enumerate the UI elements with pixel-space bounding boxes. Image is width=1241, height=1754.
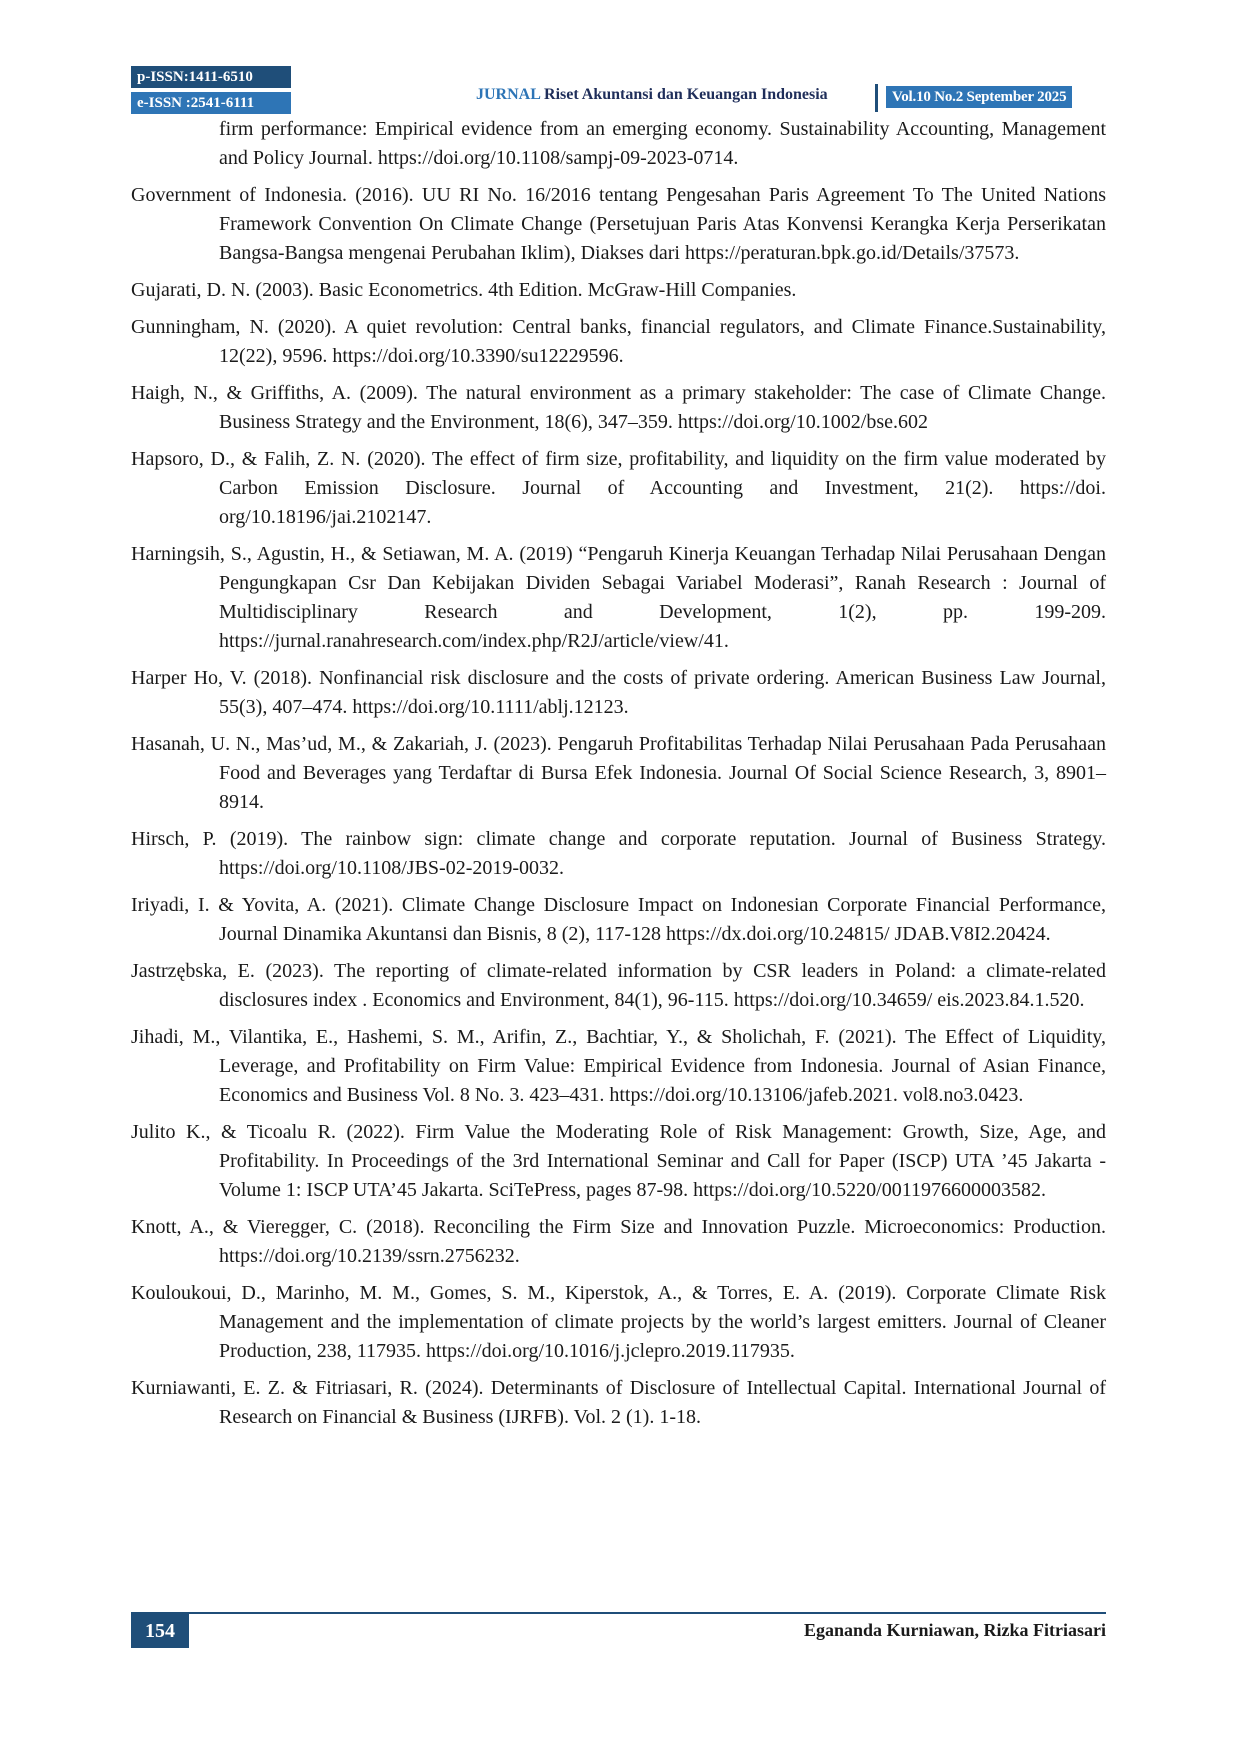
journal-title [476, 86, 828, 104]
reference-entry: Knott, A., & Vieregger, C. (2018). Reconciling the Firm Size and Innovation Puzzle. Microeconomics: Production. https://doi.org/10.2139/ssrn.2756232. [131, 1216, 1106, 1267]
reference-entry: Hasanah, U. N., Mas’ud, M., & Zakariah, J. (2023). Pengaruh Profitabilitas Terhadap Nilai Perusahaan Pada Perusahaan Food and Beverages yang Terdaftar di Bursa Efek Indonesia. Journal Of Social Science Research, 3, 8901–8914. [131, 733, 1106, 813]
reference-entry: Hirsch, P. (2019). The rainbow sign: climate change and corporate reputation. Journal of Business Strategy. https://doi.org/10.1108/JBS-02-2019-0032. [131, 828, 1106, 879]
reference-entry: Gunningham, N. (2020). A quiet revolution: Central banks, financial regulators, and Climate Finance.Sustainability, 12(22), 9596. https://doi.org/10.3390/su12229596. [131, 316, 1106, 367]
reference-entry: Gujarati, D. N. (2003). Basic Econometrics. 4th Edition. McGraw-Hill Companies. [131, 279, 797, 301]
reference-entry: Iriyadi, I. & Yovita, A. (2021). Climate Change Disclosure Impact on Indonesian Corporate Financial Performance, Journal Dinamika Akuntansi dan Bisnis, 8 (2), 117-128 https://dx.doi.org/10.24815/ JDAB.V8I2.20424. [131, 894, 1106, 945]
journal-prefix: JURNAL [476, 86, 541, 103]
reference-entry: Harper Ho, V. (2018). Nonfinancial risk disclosure and the costs of private ordering. American Business Law Journal, 55(3), 407–474. https://doi.org/10.1111/ablj.12123. [131, 667, 1106, 718]
volume-badge: Vol.10 No.2 September 2025 [886, 86, 1072, 108]
journal-name: Riset Akuntansi dan Keuangan Indonesia [540, 86, 828, 103]
footer-authors: Egananda Kurniawan, Rizka Fitriasari [803, 1620, 1106, 1640]
footer-rule [131, 1612, 1106, 1614]
p-issn-badge: p-ISSN:1411-6510 [131, 66, 291, 88]
reference-list [131, 115, 1106, 1440]
reference-entry: Kurniawanti, E. Z. & Fitriasari, R. (2024). Determinants of Disclosure of Intellectual Capital. International Journal of Research on Financial & Business (IJRFB). Vol. 2 (1). 1-18. [131, 1377, 1106, 1428]
reference-entry: Hapsoro, D., & Falih, Z. N. (2020). The effect of firm size, profitability, and liquidity on the firm value moderated by Carbon Emission Disclosure. Journal of Accounting and Investment, 21(2). https://doi. org/10.18196/jai.2102147. [131, 448, 1106, 528]
header-divider [875, 84, 878, 112]
reference-entry: Kouloukoui, D., Marinho, M. M., Gomes, S. M., Kiperstok, A., & Torres, E. A. (2019). Corporate Climate Risk Management and the implementation of climate projects by the world’s largest emitters. Journal of Cleaner Production, 238, 117935. https://doi.org/10.1016/j.jclepro.2019.117935. [131, 1282, 1106, 1362]
reference-entry: firm performance: Empirical evidence from an emerging economy. Sustainability Accounting, Management and Policy Journal. https://doi.org/10.1108/sampj-09-2023-0714. [219, 118, 1106, 169]
page-number: 154 [131, 1614, 189, 1648]
reference-entry: Harningsih, S., Agustin, H., & Setiawan, M. A. (2019) “Pengaruh Kinerja Keuangan Terhadap Nilai Perusahaan Dengan Pengungkapan Csr Dan Kebijakan Dividen Sebagai Variabel Moderasi”, Ranah Research : Journal of Multidisciplinary Research and Development, 1(2), pp. 199-209. https://jurnal.ranahresearch.com/index.php/R2J/article/view/41. [131, 543, 1106, 652]
e-issn-badge: e-ISSN :2541-6111 [131, 92, 291, 114]
reference-entry: Government of Indonesia. (2016). UU RI No. 16/2016 tentang Pengesahan Paris Agreement To The United Nations Framework Convention On Climate Change (Persetujuan Paris Atas Konvensi Kerangka Kerja Perserikatan Bangsa-Bangsa mengenai Perubahan Iklim), Diakses dari https://peraturan.bpk.go.id/Details/37573. [131, 184, 1106, 264]
reference-entry: Jastrzębska, E. (2023). The reporting of climate-related information by CSR leaders in Poland: a climate-related disclosures index . Economics and Environment, 84(1), 96-115. https://doi.org/10.34659/ eis.2023.84.1.520. [131, 960, 1106, 1011]
reference-entry: Haigh, N., & Griffiths, A. (2009). The natural environment as a primary stakeholder: The case of Climate Change. Business Strategy and the Environment, 18(6), 347–359. https://doi.org/10.1002/bse.602 [131, 382, 1106, 433]
reference-entry: Jihadi, M., Vilantika, E., Hashemi, S. M., Arifin, Z., Bachtiar, Y., & Sholichah, F. (2021). The Effect of Liquidity, Leverage, and Profitability on Firm Value: Empirical Evidence from Indonesia. Journal of Asian Finance, Economics and Business Vol. 8 No. 3. 423–431. https://doi.org/10.13106/jafeb.2021. vol8.no3.0423. [131, 1026, 1106, 1106]
reference-entry: Julito K., & Ticoalu R. (2022). Firm Value the Moderating Role of Risk Management: Growth, Size, Age, and Profitability. In Proceedings of the 3rd International Seminar and Call for Paper (ISCP) UTA ’45 Jakarta - Volume 1: ISCP UTA’45 Jakarta. SciTePress, pages 87-98. https://doi.org/10.5220/0011976600003582. [131, 1121, 1106, 1201]
